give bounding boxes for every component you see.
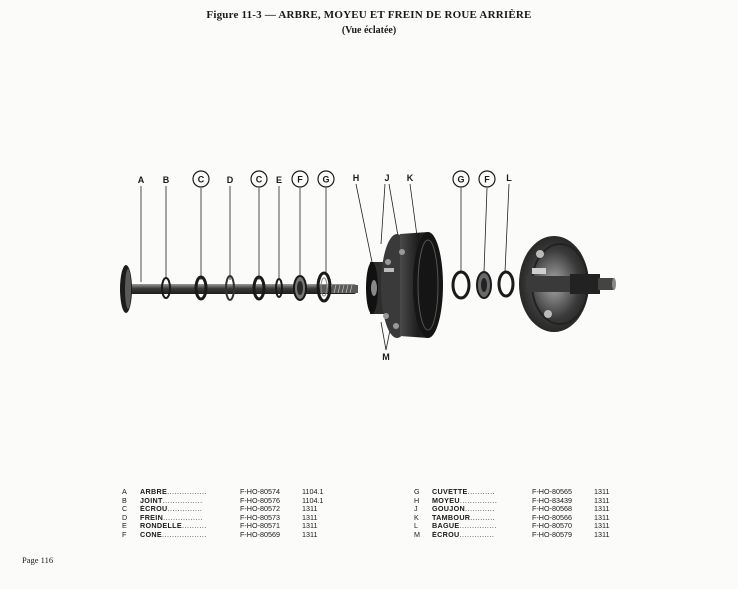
svg-text:D: D (226, 175, 234, 185)
legend-code: 1104.1 (302, 495, 324, 505)
svg-text:C: C (255, 174, 263, 185)
legend-letter: B (122, 495, 127, 505)
legend-code: 1311 (594, 495, 610, 505)
legend-part-number: F-HO-80574 (240, 487, 280, 496)
right-bearing-parts (453, 272, 513, 298)
legend-row (414, 531, 624, 540)
svg-text:G: G (457, 174, 465, 185)
legend-row (414, 497, 624, 506)
callout-k (407, 173, 414, 183)
callout-j (384, 173, 389, 183)
legend-letter: K (414, 512, 419, 522)
legend-code: 1311 (594, 512, 610, 522)
figure-title: Figure 11-3 — ARBRE, MOYEU ET FREIN DE ROUE ARRIÈRE (206, 9, 532, 21)
legend-part-number: F-HO-80570 (532, 521, 572, 531)
svg-text:G: G (322, 174, 330, 185)
legend-letter: G (414, 487, 420, 496)
legend-part-number: F-HO-80573 (240, 512, 280, 522)
page-number: Page 116 (22, 555, 54, 565)
svg-text:E: E (275, 175, 283, 185)
legend-code: 1311 (302, 504, 318, 514)
svg-text:H: H (352, 173, 360, 183)
svg-text:B: B (162, 175, 170, 185)
legend-name: ARBRE................ (140, 488, 208, 496)
svg-text:F: F (297, 174, 303, 185)
legend-row (122, 531, 332, 540)
callout-g-1 (318, 171, 334, 187)
legend-code: 1311 (594, 529, 610, 539)
legend-name: JOINT................ (140, 496, 203, 505)
parts-legend-right (414, 488, 624, 540)
legend-row (414, 505, 624, 514)
legend-code: 1311 (302, 512, 318, 522)
legend-row (122, 522, 332, 531)
legend-name: ÉCROU.............. (432, 530, 495, 539)
svg-text:K: K (406, 173, 414, 183)
callout-d (227, 175, 234, 185)
callout-h (353, 173, 360, 183)
legend-letter: D (122, 512, 128, 522)
callout-f-1 (292, 171, 308, 187)
legend-letter: C (122, 504, 128, 514)
brake-backing-plate (519, 236, 616, 332)
legend-name: CONE.................. (140, 530, 207, 539)
legend-row (414, 522, 624, 531)
callout-f-2 (479, 171, 495, 187)
callout-g-2 (453, 171, 469, 187)
callout-c-1 (193, 171, 209, 187)
legend-name: TAMBOUR.......... (432, 513, 496, 522)
svg-text:L: L (506, 173, 512, 183)
legend-part-number: F-HO-80576 (240, 495, 280, 505)
hub-drum-assembly (366, 232, 443, 338)
legend-part-number: F-HO-80566 (532, 512, 572, 522)
svg-text:M: M (382, 352, 390, 362)
legend-part-number: F-HO-80571 (240, 521, 280, 531)
legend-row (414, 488, 624, 497)
legend-name: MOYEU............... (432, 496, 498, 505)
legend-letter: L (414, 521, 418, 531)
callout-l (506, 173, 512, 183)
svg-text:A: A (137, 175, 145, 185)
legend-name: RONDELLE.......... (140, 522, 207, 531)
legend-part-number: F-HO-80572 (240, 504, 280, 514)
callout-m (382, 352, 390, 362)
legend-row (122, 505, 332, 514)
legend-code: 1104.1 (302, 487, 324, 496)
legend-row (414, 514, 624, 523)
legend-name: FREIN................ (140, 513, 204, 522)
callout-e (276, 175, 282, 185)
legend-row (122, 514, 332, 523)
legend-name: BAGUE............... (432, 522, 497, 531)
callout-labels (138, 171, 513, 362)
legend-part-number: F-HO-80579 (532, 529, 572, 539)
legend-code: 1311 (594, 521, 610, 531)
legend-code: 1311 (302, 521, 318, 531)
callout-b (163, 175, 170, 185)
legend-letter: A (122, 487, 127, 496)
legend-letter: E (122, 521, 127, 531)
legend-name: CUVETTE........... (432, 488, 496, 496)
figure-subtitle: (Vue éclatée) (341, 25, 397, 36)
legend-name: ÉCROU.............. (140, 505, 203, 514)
legend-letter: M (414, 529, 420, 539)
legend-part-number: F-HO-80565 (532, 487, 572, 496)
callout-c-2 (251, 171, 267, 187)
svg-text:C: C (197, 174, 205, 185)
svg-text:F: F (484, 174, 490, 185)
legend-part-number: F-HO-80569 (240, 529, 280, 539)
legend-code: 1311 (594, 504, 610, 514)
legend-code: 1311 (302, 529, 318, 539)
parts-legend-left (122, 488, 332, 540)
legend-part-number: F-HO-80568 (532, 504, 572, 514)
legend-letter: F (122, 529, 127, 539)
legend-code: 1311 (594, 487, 610, 496)
leader-lines (141, 184, 509, 350)
svg-text:J: J (384, 173, 390, 183)
legend-part-number: F-HO-83439 (532, 495, 572, 505)
legend-name: GOUJON............ (432, 505, 495, 514)
legend-row (122, 497, 332, 506)
callout-a (138, 175, 145, 185)
legend-letter: H (414, 495, 420, 505)
legend-letter: J (414, 504, 418, 514)
legend-row (122, 488, 332, 497)
